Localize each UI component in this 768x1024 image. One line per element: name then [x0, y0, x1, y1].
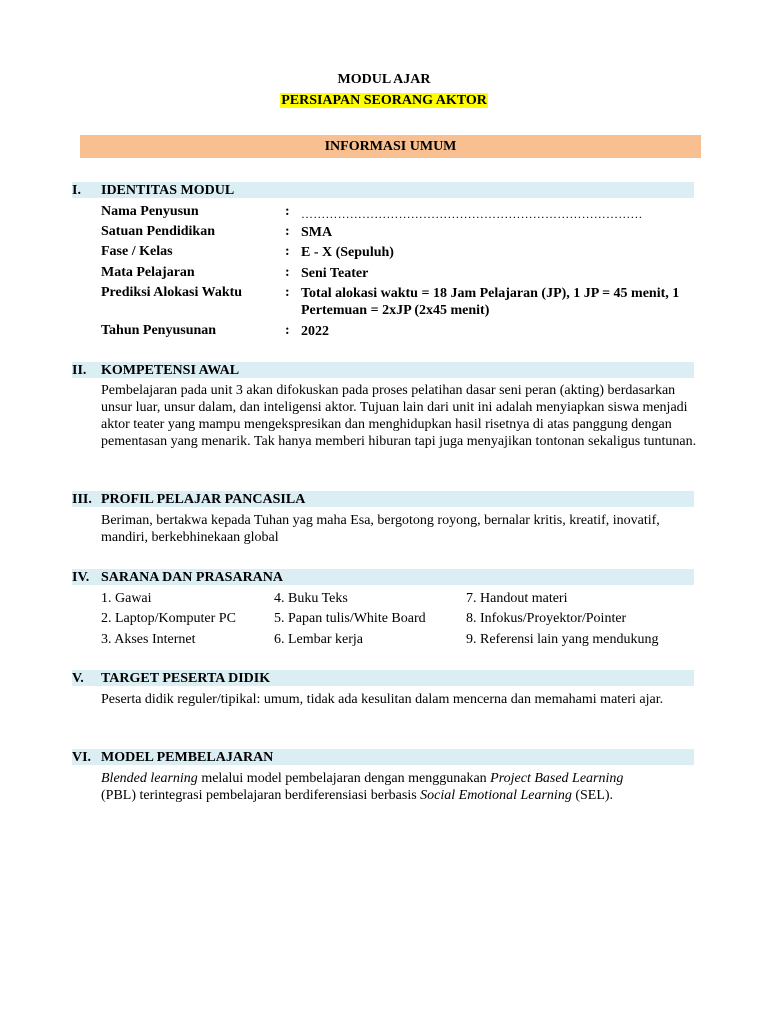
colon: : [285, 285, 290, 300]
section-number: II. [72, 363, 87, 378]
model-pembelajaran-text [101, 770, 697, 804]
colon: : [285, 244, 290, 259]
sarana-item: 7. Handout materi [466, 591, 568, 606]
italic-term: Project Based Learning [490, 771, 624, 786]
alokasi-waktu-value: Total alokasi waktu = 18 Jam Pelajaran (JP), 1 JP = 45 menit, 1 Pertemuan = 2xJP (2x45 menit) [301, 286, 680, 318]
document-title: MODUL AJAR [337, 72, 431, 87]
model-text: (PBL) terintegrasi pembelajaran berdiferensiasi berbasis [101, 788, 421, 803]
colon: : [285, 323, 290, 338]
section-identitas-header [72, 182, 694, 198]
mata-pelajaran-label: Mata Pelajaran [101, 265, 195, 280]
nama-penyusun-value: ………………………………………………………………………… [301, 207, 643, 221]
satuan-pendidikan-label: Satuan Pendidikan [101, 224, 215, 239]
italic-term: Blended learning [101, 771, 198, 786]
sarana-item: 5. Papan tulis/White Board [274, 611, 426, 626]
section-number: IV. [72, 570, 90, 585]
sarana-item: 3. Akses Internet [101, 632, 196, 647]
nama-penyusun-label: Nama Penyusun [101, 204, 199, 219]
section-title: IDENTITAS MODUL [101, 183, 235, 198]
model-line-2 [101, 787, 697, 804]
model-text: melalui model pembelajaran dengan menggunakan [197, 771, 491, 786]
colon: : [285, 204, 290, 219]
section-model-header [72, 749, 694, 765]
document-subtitle [0, 93, 768, 109]
section-title: PROFIL PELAJAR PANCASILA [101, 492, 306, 507]
satuan-pendidikan-value: SMA [301, 225, 333, 240]
fase-kelas-value: E - X (Sepuluh) [301, 245, 394, 260]
colon: : [285, 224, 290, 239]
sarana-item: 9. Referensi lain yang mendukung [466, 632, 659, 647]
section-number: V. [72, 671, 84, 686]
mata-pelajaran-value: Seni Teater [301, 266, 369, 281]
section-number: VI. [72, 750, 92, 765]
section-target-header [72, 670, 694, 686]
tahun-penyusunan-value: 2022 [301, 324, 329, 339]
sarana-item: 8. Infokus/Proyektor/Pointer [466, 611, 627, 626]
section-title: TARGET PESERTA DIDIK [101, 671, 271, 686]
profil-pelajar-text: Beriman, bertakwa kepada Tuhan yag maha Esa, bergotong royong, bernalar kritis, kreatif, inovatif, mandiri, berkebhinekaan global [101, 513, 660, 545]
sarana-item: 4. Buku Teks [274, 591, 348, 606]
sarana-item: 6. Lembar kerja [274, 632, 364, 647]
section-number: III. [72, 492, 92, 507]
sarana-item: 2. Laptop/Komputer PC [101, 611, 236, 626]
target-peserta-text: Peserta didik reguler/tipikal: umum, tidak ada kesulitan dalam mencerna dan memahami materi ajar. [101, 692, 664, 707]
alokasi-waktu-label: Prediksi Alokasi Waktu [101, 285, 243, 300]
tahun-penyusunan-label: Tahun Penyusunan [101, 323, 217, 338]
section-title: MODEL PEMBELAJARAN [101, 750, 274, 765]
info-umum-bar: INFORMASI UMUM [80, 135, 701, 158]
italic-term: Social Emotional Learning [420, 788, 572, 803]
section-title: SARANA DAN PRASARANA [101, 570, 284, 585]
section-sarana-header [72, 569, 694, 585]
kompetensi-awal-text: Pembelajaran pada unit 3 akan difokuskan pada proses pelatihan dasar seni peran (akting) berdasarkan unsur luar, unsur dalam, dan inteligensi aktor. Tujuan lain dari unit ini adalah menyiapkan siswa menjadi aktor teater yang mampu mengekspresikan dan menghidupkan hasil risetnya di atas panggung dengan pementasan yang menarik. Tak hanya memberi hiburan tapi juga menyajikan tontonan sekaligus tuntunan. [101, 383, 697, 449]
colon: : [285, 265, 290, 280]
section-title: KOMPETENSI AWAL [101, 363, 240, 378]
section-number: I. [72, 183, 81, 198]
sarana-item: 1. Gawai [101, 591, 152, 606]
fase-kelas-label: Fase / Kelas [101, 244, 173, 259]
section-profil-header [72, 491, 694, 507]
subtitle-highlight: PERSIAPAN SEORANG AKTOR [281, 93, 487, 108]
model-line-1 [101, 770, 697, 787]
section-kompetensi-header [72, 362, 694, 378]
model-text: (SEL). [571, 788, 614, 803]
